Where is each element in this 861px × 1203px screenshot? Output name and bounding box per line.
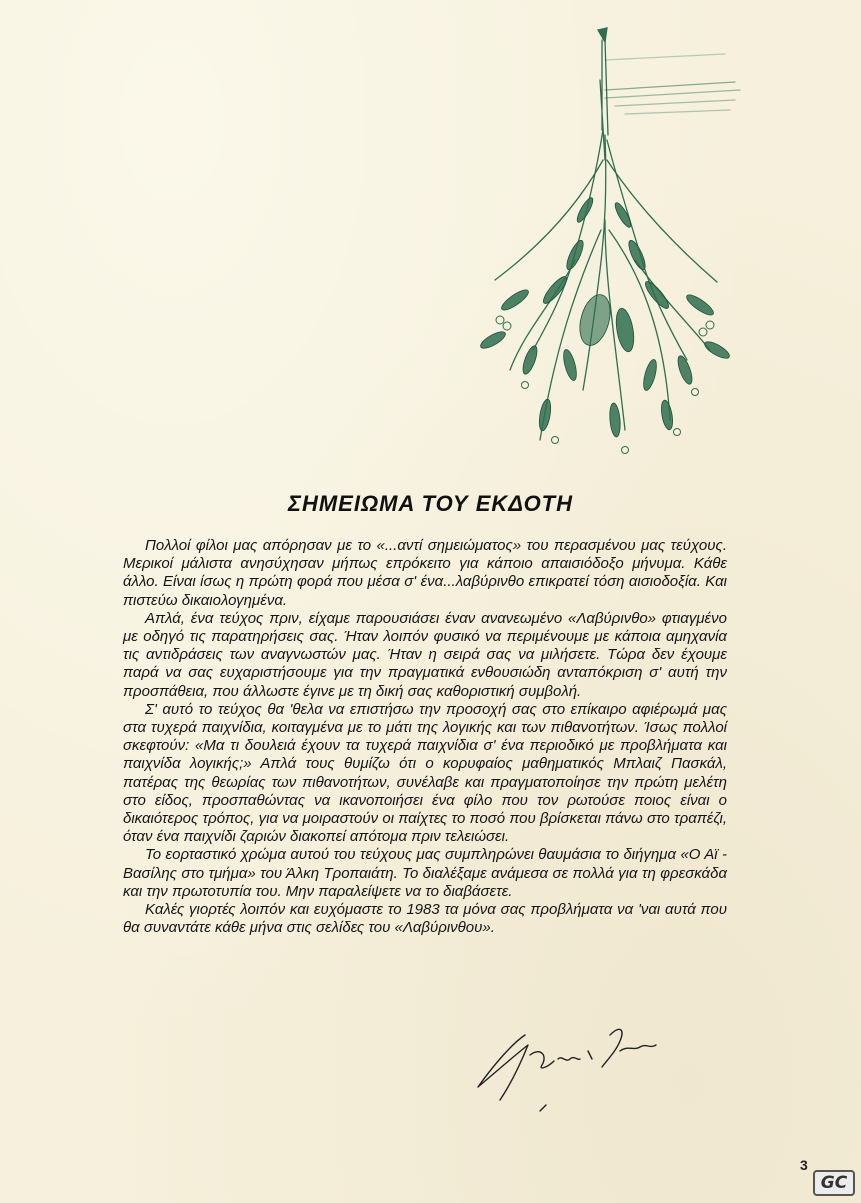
paragraph: Καλές γιορτές λοιπόν και ευχόμαστε το 1983 τα μόνα σας προβλήματα να 'ναι αυτά που θα συναντάτε κάθε μήνα στις σελίδες του «Λαβύρινθου».: [123, 901, 727, 937]
page-number: 3: [800, 1157, 808, 1173]
mistletoe-illustration: [455, 20, 745, 470]
page-title: ΣΗΜΕΙΩΜΑ ΤΟΥ ΕΚΔΟΤΗ: [287, 491, 574, 516]
paragraph: Πολλοί φίλοι μας απόρησαν με το «...αντί σημειώματος» του περασμένου μας τεύχους. Μερικοί μάλιστα ανησύχησαν μήπως επρόκειτο για κάποιο απαισιόδοξο μήνυμα. Κάθε άλλο. Είναι ίσως η πρώτη φορά που μέσα σ' ένα...λαβύρινθο επικρατεί τόση αισιοδοξία. Και πιστεύω δικαιολογημένα.: [123, 537, 727, 609]
paragraph: Απλά, ένα τεύχος πριν, είχαμε παρουσιάσει έναν ανανεωμένο «Λαβύρινθο» φτιαγμένο με οδηγό τις παρατηρήσεις σας. Ήταν λοιπόν φυσικό να περιμένουμε με κάποια αμηχανία τις αντιδράσεις των αναγνωστών μας. Ήταν η σειρά σας να μιλήσετε. Τώρα δεν έχουμε παρά να σας ευχαριστήσουμε για την πραγματικά ενθουσιώδη ανταπόκριση σ' αυτή την προσπάθεια, που άλλωστε έγινε με τη δική σας καθοριστική συμβολή.: [123, 609, 727, 700]
editor-note-body: [123, 537, 727, 937]
editor-signature: [470, 1015, 680, 1125]
corner-watermark: GC: [813, 1170, 855, 1196]
paragraph: Σ' αυτό το τεύχος θα 'θελα να επιστήσω την προσοχή σας στο επίκαιρο αφιέρωμά μας στα τυχερά παιχνίδια, κοιταγμένα με το μάτι της λογικής και των πιθανοτήτων. Ίσως πολλοί σκεφτούν: «Μα τι δουλειά έχουν τα τυχερά παιχνίδια σ' ένα περιοδικό με προβλήματα και παιχνίδα λογικής;» Απλά τους θυμίζω ότι ο κορυφαίος μαθηματικός Μπλαιζ Πασκάλ, πατέρας της θεωρίας των πιθανοτήτων, συνέλαβε και πραγματοποίησε την πρώτη μελέτη στο είδος, προσπαθώντας να ικανοποιήσει ένα φίλο που τον ρωτούσε ποιος είναι ο δικαιότερος τρόπος, για να μοιραστούν οι παίχτες το ποσό που βρίσκεται πάνω στο τραπέζι, όταν ένα παιχνίδι ζαριών διακοπεί απότομα πριν τελειώσει.: [123, 700, 727, 846]
paragraph: Το εορταστικό χρώμα αυτού του τεύχους μας συμπληρώνει θαυμάσια το διήγημα «Ο Αϊ - Βασίλης στο τμήμα» του Άλκη Τροπαιάτη. Το διαλέξαμε ανάμεσα σε πολλά για τη φρεσκάδα και την πρωτοτυπία του. Μην παραλείψετε να το διαβάσετε.: [123, 846, 727, 900]
